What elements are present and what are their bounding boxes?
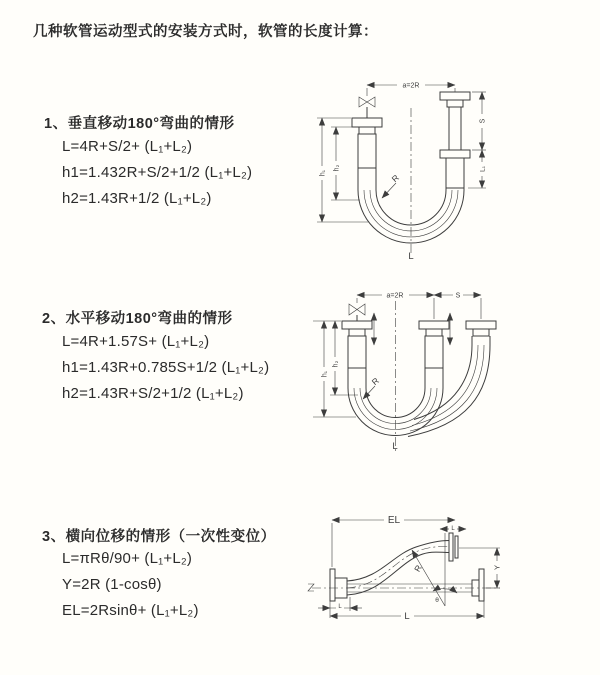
dim-s-label: S xyxy=(479,118,487,124)
radius-callout xyxy=(382,173,401,198)
dim-s-l1 xyxy=(468,92,487,188)
hose-displaced-position xyxy=(408,345,490,437)
dim-l-label: L xyxy=(404,611,410,622)
section-3-formula-L: L=πRθ/90+ (L₁+L₂) xyxy=(62,550,193,567)
dim-a2r-label: a=2R xyxy=(402,82,420,90)
middle-pipe-fitting xyxy=(419,321,449,388)
section-1-formula-h1: h1=1.432R+S/2+1/2 (L₁+L₂) xyxy=(62,164,253,181)
dim-el-label: EL xyxy=(387,515,401,526)
right-pipe-fitting xyxy=(466,321,496,345)
radius-label: R xyxy=(389,172,401,185)
braid-section xyxy=(446,158,464,188)
dim-h1-h2 xyxy=(313,321,358,417)
section-1-heading: 1、垂直移动180°弯曲的情形 xyxy=(44,116,235,132)
dim-s xyxy=(434,290,481,300)
length-label: L xyxy=(392,441,398,452)
section-3-formula-Y: Y=2R (1-cosθ) xyxy=(62,576,162,593)
raised-flange xyxy=(449,533,458,561)
dim-h2-label: h₂ xyxy=(333,164,341,172)
dim-a2r-label: a=2R xyxy=(386,292,404,300)
dim-el xyxy=(332,513,455,567)
section-3-heading: 3、横向位移的情形（一次性变位） xyxy=(42,529,276,545)
section-2-formula-h1: h1=1.43R+0.785S+1/2 (L₁+L₂) xyxy=(62,359,270,376)
diagram-horizontal-180-bend xyxy=(308,283,600,458)
dim-s-label: S xyxy=(455,292,461,300)
dim-l2 xyxy=(440,523,466,532)
radius-angle-construction xyxy=(412,533,457,606)
section-1-formula-L: L=4R+S/2+ (L₁+L₂) xyxy=(62,138,193,155)
dim-l xyxy=(330,601,484,622)
centerline-mark xyxy=(308,584,314,591)
braid-section xyxy=(348,336,366,368)
dim-y xyxy=(459,548,502,588)
dim-h1-label: h₁ xyxy=(321,370,329,378)
dim-l1-label: L₁ xyxy=(479,166,487,172)
dim-a2r xyxy=(367,80,455,96)
diagram-vertical-180-bend xyxy=(312,70,587,265)
hose-original-position xyxy=(347,569,484,601)
theta-label: θ xyxy=(435,597,439,604)
section-2-formula-h2: h2=1.43R+S/2+1/2 (L₁+L₂) xyxy=(62,385,244,402)
dim-l1-label: L xyxy=(338,604,342,610)
left-pipe-fitting xyxy=(342,321,372,388)
right-pipe-fitting xyxy=(440,92,470,190)
dim-l1 xyxy=(318,597,362,611)
left-flange xyxy=(330,569,347,601)
valve-icon xyxy=(349,304,365,321)
page-title: 几种软管运动型式的安装方式时，软管的长度计算： xyxy=(33,24,378,40)
dim-h2-label: h₂ xyxy=(332,360,340,368)
section-1-formula-h2: h2=1.43R+1/2 (L₁+L₂) xyxy=(62,190,212,207)
radius-label: R xyxy=(412,563,424,574)
braid-section xyxy=(425,336,443,368)
dim-a2r xyxy=(357,290,434,300)
radius-label: R xyxy=(369,375,381,388)
section-2-heading: 2、水平移动180°弯曲的情形 xyxy=(42,311,233,327)
section-2-formula-L: L=4R+1.57S+ (L₁+L₂) xyxy=(62,333,210,350)
dim-l2-label: L xyxy=(451,526,455,532)
length-label: L xyxy=(408,251,414,262)
left-pipe-fitting xyxy=(352,118,382,190)
valve-icon xyxy=(359,97,375,118)
dim-h1-label: h₁ xyxy=(319,169,327,177)
section-3-formula-EL: EL=2Rsinθ+ (L₁+L₂) xyxy=(62,602,199,619)
braid-section xyxy=(358,134,376,168)
dim-y-label: Y xyxy=(492,564,502,571)
diagram-lateral-displacement xyxy=(300,503,600,648)
